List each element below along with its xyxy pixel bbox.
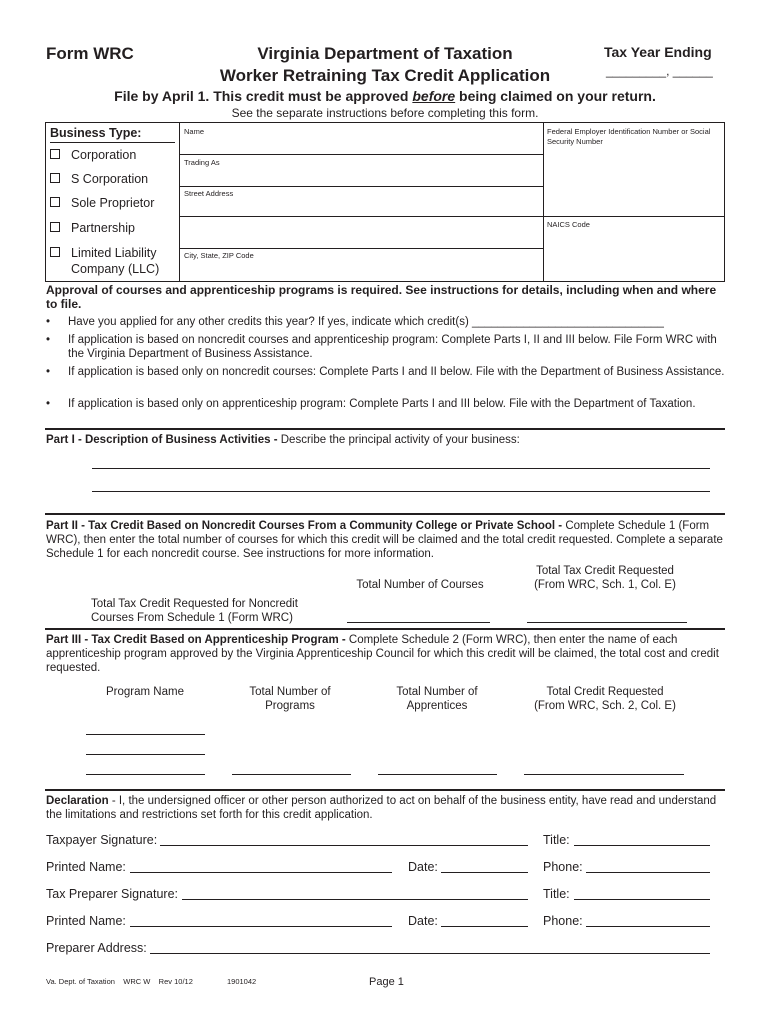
preparer-title-field[interactable]: [574, 899, 710, 900]
total-credit-courses-input[interactable]: [527, 622, 687, 623]
taxpayer-signature-label: Taxpayer Signature:: [46, 833, 158, 847]
tax-year-input[interactable]: _________, ______: [606, 64, 713, 78]
taxpayer-date-field[interactable]: [441, 872, 528, 873]
checkbox-partnership[interactable]: [50, 222, 60, 232]
city-label: City, State, ZIP Code: [184, 251, 254, 260]
col-programs-line2: Programs: [265, 700, 315, 712]
agency-title: Virginia Department of Taxation: [257, 44, 513, 63]
approval-heading: Approval of courses and apprenticeship programs is required. See instructions for details, including when and where to file.: [46, 283, 717, 311]
name-field-label: Name: [184, 127, 205, 136]
option-llc-line2: Company (LLC): [71, 262, 160, 276]
fein-field[interactable]: [544, 148, 724, 215]
part2-heading: Part II - Tax Credit Based on Noncredit Courses From a Community College or Private School - Complete Schedule 1 (Form WRC), then enter the total number of courses for which this credit will be claimed and the total credit requested. Complete a separate Schedule 1 for each noncredit course. See instructions for more information.: [46, 520, 723, 560]
col-total-credit-line2: (From WRC, Sch. 1, Col. E): [534, 579, 676, 591]
form-id: Form WRC: [46, 44, 134, 63]
taxpayer-phone-label: Phone:: [543, 860, 583, 874]
city-field[interactable]: [180, 260, 542, 281]
name-field[interactable]: [180, 136, 542, 153]
col-apprentices-line2: Apprentices: [406, 700, 468, 712]
col-programs-line1: Total Number of: [249, 686, 331, 698]
form-title: Worker Retraining Tax Credit Application: [219, 66, 551, 85]
taxpayer-title-label: Title:: [543, 833, 570, 847]
preparer-phone-field[interactable]: [586, 926, 710, 927]
street-label: Street Address: [184, 189, 234, 198]
preparer-date-field[interactable]: [441, 926, 528, 927]
col-total-courses: Total Number of Courses: [356, 579, 484, 591]
total-courses-input[interactable]: [347, 622, 490, 623]
checkbox-llc[interactable]: [50, 247, 60, 257]
preparer-signature-label: Tax Preparer Signature:: [46, 887, 179, 901]
preparer-signature-field[interactable]: [182, 899, 528, 900]
option-partnership: Partnership: [71, 221, 135, 235]
checkbox-s-corporation[interactable]: [50, 173, 60, 183]
business-description-line-2[interactable]: [92, 491, 710, 492]
taxpayer-printed-name-field[interactable]: [130, 872, 392, 873]
preparer-phone-label: Phone:: [543, 914, 583, 928]
taxpayer-signature-field[interactable]: [160, 845, 528, 846]
business-type-heading: Business Type:: [50, 126, 142, 140]
part1-heading: Part I - Description of Business Activities - Describe the principal activity of your business:: [46, 434, 520, 446]
program-name-input-3[interactable]: [86, 774, 205, 775]
business-description-line-1[interactable]: [92, 468, 710, 469]
footer-revision: Va. Dept. of Taxation WRC W Rev 10/12: [46, 977, 193, 986]
preparer-printed-name-field[interactable]: [130, 926, 392, 927]
total-credit-apprenticeship-input[interactable]: [524, 774, 684, 775]
street-field[interactable]: [180, 198, 542, 246]
preparer-date-label: Date:: [408, 914, 438, 928]
deadline-emphasis: before: [412, 88, 456, 104]
declaration-text: Declaration - I, the undersigned officer or other person authorized to act on behalf of the business entity, have read and understand the limitations and restrictions set forth for this credit application.: [46, 795, 717, 821]
program-name-input-1[interactable]: [86, 734, 205, 735]
option-corporation: Corporation: [71, 148, 137, 162]
checkbox-corporation[interactable]: [50, 149, 60, 159]
total-apprentices-input[interactable]: [378, 774, 497, 775]
taxpayer-date-label: Date:: [408, 860, 438, 874]
checkbox-sole-proprietor[interactable]: [50, 197, 60, 207]
option-llc-line1: Limited Liability: [71, 246, 157, 260]
option-s-corporation: S Corporation: [71, 172, 149, 186]
col-total-credit-line1: Total Tax Credit Requested: [536, 565, 674, 577]
tax-year-label: Tax Year Ending: [604, 44, 712, 60]
noncredit-row-label-1: Total Tax Credit Requested for Noncredit: [91, 598, 298, 610]
trading-as-label: Trading As: [184, 158, 220, 167]
trading-as-field[interactable]: [180, 167, 542, 185]
program-name-input-2[interactable]: [86, 754, 205, 755]
page-number: Page 1: [369, 976, 404, 988]
divider: [45, 428, 725, 430]
naics-field[interactable]: [544, 230, 724, 281]
col-program-name: Program Name: [106, 686, 184, 698]
filing-deadline: File by April 1. This credit must be approved before being claimed on your return.: [114, 88, 656, 104]
footer-form-code: 1901042: [227, 977, 257, 986]
col-credit-line1: Total Credit Requested: [546, 686, 664, 698]
bullet-parts-1-2-3: If application is based on noncredit courses and apprenticeship program: Complete Parts I, II and III below. File Form WRC with the Virginia Department of Business Assistance.: [68, 334, 717, 360]
option-sole-proprietor: Sole Proprietor: [71, 196, 155, 210]
col-credit-line2: (From WRC, Sch. 2, Col. E): [534, 700, 676, 712]
part3-heading: Part III - Tax Credit Based on Apprenticeship Program - Complete Schedule 2 (Form WRC), then enter the name of each apprenticeship program approved by the Virginia Apprenticeship Council for which this credit will be claimed, the total cost and credit requested.: [46, 634, 719, 674]
divider: [45, 789, 725, 791]
fein-label: Federal Employer Identification Number or Social Security Number: [547, 127, 711, 146]
divider: [45, 628, 725, 630]
naics-label: NAICS Code: [547, 220, 590, 229]
divider: [45, 513, 725, 515]
preparer-printed-name-label: Printed Name:: [46, 914, 126, 928]
bullet-parts-1-2: If application is based only on noncredit courses: Complete Parts I and II below. File with the Department of Business Assistance.: [68, 366, 725, 378]
preparer-address-label: Preparer Address:: [46, 941, 147, 955]
instructions-note: See the separate instructions before completing this form.: [231, 106, 539, 120]
taxpayer-printed-name-label: Printed Name:: [46, 860, 126, 874]
bullet-other-credits: Have you applied for any other credits this year? If yes, indicate which credit(s) ______________________________: [68, 316, 664, 328]
col-apprentices-line1: Total Number of: [396, 686, 478, 698]
noncredit-row-label-2: Courses From Schedule 1 (Form WRC): [91, 612, 293, 624]
taxpayer-phone-field[interactable]: [586, 872, 710, 873]
preparer-title-label: Title:: [543, 887, 570, 901]
total-programs-input[interactable]: [232, 774, 351, 775]
preparer-address-field[interactable]: [150, 953, 710, 954]
bullet-parts-1-3: If application is based only on apprenticeship program: Complete Parts I and III below. File with the Department of Taxation.: [68, 398, 696, 410]
taxpayer-title-field[interactable]: [574, 845, 710, 846]
